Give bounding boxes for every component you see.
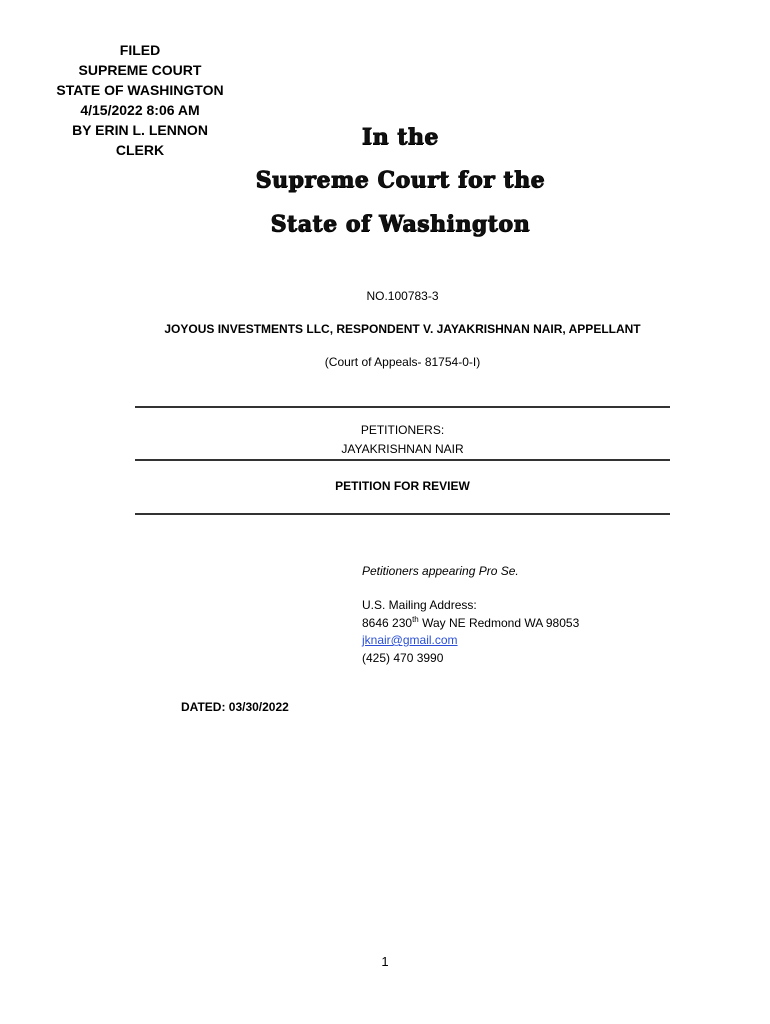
email-link[interactable]: jknair@gmail.com [362,633,458,647]
petitioners-label: PETITIONERS: [360,423,445,437]
case-number: NO.100783-3 [366,289,439,303]
stamp-state: STATE OF WASHINGTON [56,82,224,98]
stamp-datetime: 4/15/2022 8:06 AM [80,102,200,118]
petitioners-name: JAYAKRISHNAN NAIR [341,442,464,456]
divider-middle [135,459,670,461]
appeals-reference: (Court of Appeals- 81754-0-I) [324,355,481,369]
court-heading-line1: In the [361,124,439,150]
divider-bottom [135,513,670,515]
street-number: 8646 230 [362,615,413,630]
street-rest: Way NE Redmond WA 98053 [418,615,580,630]
address-label: U.S. Mailing Address: [362,598,477,612]
stamp-clerk-name: BY ERIN L. LENNON [72,122,208,138]
pro-se-statement: Petitioners appearing Pro Se. [362,564,519,578]
ordinal-suffix: th [412,614,419,624]
stamp-court: SUPREME COURT [78,62,202,78]
stamp-filed: FILED [119,42,161,58]
court-heading-line3: State of Washington [270,211,530,237]
phone-number: (425) 470 3990 [362,650,444,665]
case-caption: JOYOUS INVESTMENTS LLC, RESPONDENT V. JAYAKRISHNAN NAIR, APPELLANT [164,322,641,336]
divider-top [135,406,670,408]
stamp-clerk-title: CLERK [115,142,165,158]
street-address [362,615,662,633]
mailing-address-block [362,597,662,667]
filing-stamp [40,40,240,160]
dated-line: DATED: 03/30/2022 [181,700,289,714]
page-number: 1 [381,954,389,969]
document-title: PETITION FOR REVIEW [335,479,470,493]
court-heading-line2: Supreme Court for the [255,167,545,193]
